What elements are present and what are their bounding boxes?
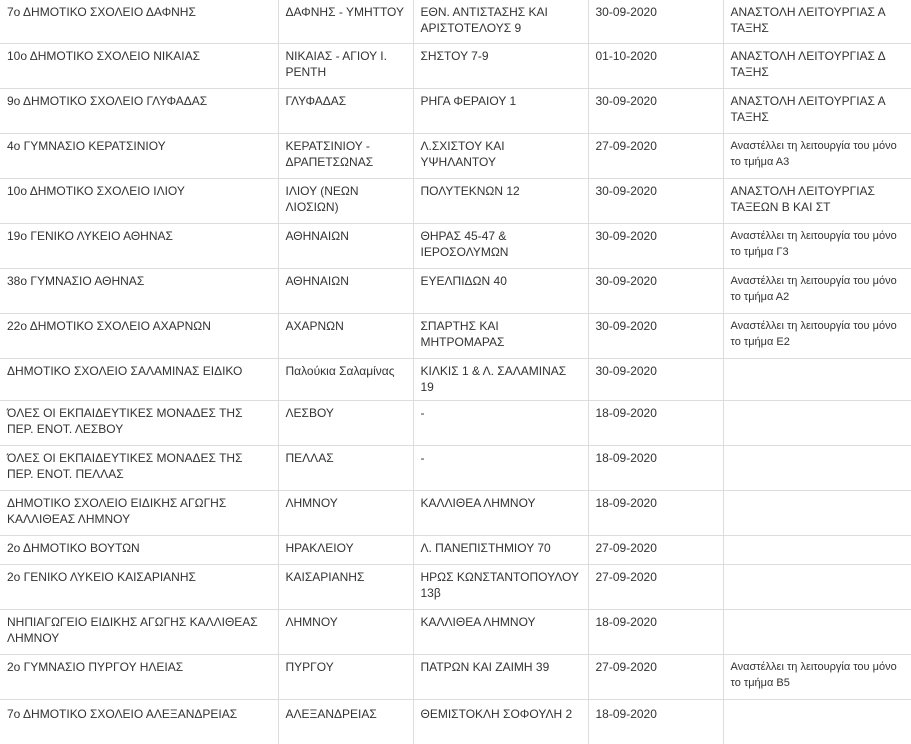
table-row	[0, 564, 911, 609]
address: ΠΟΛΥΤΕΚΝΩΝ 12	[413, 178, 588, 223]
school-name: 4ο ΓΥΜΝΑΣΙΟ ΚΕΡΑΤΣΙΝΙΟΥ	[0, 133, 278, 178]
school-name: ΝΗΠΙΑΓΩΓΕΙΟ ΕΙΔΙΚΗΣ ΑΓΩΓΗΣ ΚΑΛΛΙΘΕΑΣ ΛΗΜΝΟΥ	[0, 609, 278, 654]
address: ΕΘΝ. ΑΝΤΙΣΤΑΣΗΣ ΚΑΙ ΑΡΙΣΤΟΤΕΛΟΥΣ 9	[413, 0, 588, 43]
municipality: ΛΗΜΝΟΥ	[278, 609, 413, 654]
closure-note: ΑΝΑΣΤΟΛΗ ΛΕΙΤΟΥΡΓΙΑΣ Α ΤΑΞΗΣ	[723, 0, 911, 43]
table-row	[0, 0, 911, 43]
closure-date: 30-09-2020	[588, 178, 723, 223]
school-name: 2ο ΔΗΜΟΤΙΚΟ ΒΟΥΤΩΝ	[0, 535, 278, 564]
address: ΘΗΡΑΣ 45-47 & ΙΕΡΟΣΟΛΥΜΩΝ	[413, 223, 588, 268]
table-row	[0, 313, 911, 358]
closure-note	[723, 535, 911, 564]
table-row	[0, 445, 911, 490]
municipality: ΑΘΗΝΑΙΩΝ	[278, 268, 413, 313]
school-name: ΔΗΜΟΤΙΚΟ ΣΧΟΛΕΙΟ ΕΙΔΙΚΗΣ ΑΓΩΓΗΣ ΚΑΛΛΙΘΕΑΣ ΛΗΜΝΟΥ	[0, 490, 278, 535]
address: ΣΠΑΡΤΗΣ ΚΑΙ ΜΗΤΡΟΜΑΡΑΣ	[413, 313, 588, 358]
table-row	[0, 268, 911, 313]
school-name: 2ο ΓΥΜΝΑΣΙΟ ΠΥΡΓΟΥ ΗΛΕΙΑΣ	[0, 654, 278, 699]
closure-note	[723, 699, 911, 744]
table-row	[0, 43, 911, 88]
table-row	[0, 400, 911, 445]
closure-note: Αναστέλλει τη λειτουργία του μόνο το τμήμα Β5	[723, 654, 911, 699]
table-row	[0, 178, 911, 223]
municipality: ΙΛΙΟΥ (ΝΕΩΝ ΛΙΟΣΙΩΝ)	[278, 178, 413, 223]
closure-date: 18-09-2020	[588, 445, 723, 490]
municipality: ΝΙΚΑΙΑΣ - ΑΓΙΟΥ Ι. ΡΕΝΤΗ	[278, 43, 413, 88]
table-row	[0, 699, 911, 744]
table-row	[0, 654, 911, 699]
municipality: ΠΥΡΓΟΥ	[278, 654, 413, 699]
closure-date: 27-09-2020	[588, 535, 723, 564]
address: ΡΗΓΑ ΦΕΡΑΙΟΥ 1	[413, 88, 588, 133]
closure-date: 18-09-2020	[588, 609, 723, 654]
school-name: 2ο ΓΕΝΙΚΟ ΛΥΚΕΙΟ ΚΑΙΣΑΡΙΑΝΗΣ	[0, 564, 278, 609]
closure-note	[723, 490, 911, 535]
address: ΕΥΕΛΠΙΔΩΝ 40	[413, 268, 588, 313]
closure-note: Αναστέλλει τη λειτουργία του μόνο το τμήμα Ε2	[723, 313, 911, 358]
address: Λ. ΠΑΝΕΠΙΣΤΗΜΙΟΥ 70	[413, 535, 588, 564]
table-row	[0, 133, 911, 178]
municipality: ΓΛΥΦΑΔΑΣ	[278, 88, 413, 133]
municipality: ΚΑΙΣΑΡΙΑΝΗΣ	[278, 564, 413, 609]
closure-date: 18-09-2020	[588, 699, 723, 744]
closure-note	[723, 564, 911, 609]
address: ΘΕΜΙΣΤΟΚΛΗ ΣΟΦΟΥΛΗ 2	[413, 699, 588, 744]
closure-date: 27-09-2020	[588, 654, 723, 699]
closure-note: ΑΝΑΣΤΟΛΗ ΛΕΙΤΟΥΡΓΙΑΣ ΤΑΞΕΩΝ Β ΚΑΙ ΣΤ	[723, 178, 911, 223]
closure-date: 30-09-2020	[588, 358, 723, 400]
address: ΣΗΣΤΟΥ 7-9	[413, 43, 588, 88]
school-name: 38ο ΓΥΜΝΑΣΙΟ ΑΘΗΝΑΣ	[0, 268, 278, 313]
municipality: ΑΘΗΝΑΙΩΝ	[278, 223, 413, 268]
closure-note	[723, 445, 911, 490]
address: ΠΑΤΡΩΝ ΚΑΙ ΖΑΙΜΗ 39	[413, 654, 588, 699]
school-name: 7ο ΔΗΜΟΤΙΚΟ ΣΧΟΛΕΙΟ ΑΛΕΞΑΝΔΡΕΙΑΣ	[0, 699, 278, 744]
closure-note: Αναστέλλει τη λειτουργία του μόνο το τμήμα Γ3	[723, 223, 911, 268]
closure-date: 30-09-2020	[588, 268, 723, 313]
municipality: ΑΛΕΞΑΝΔΡΕΙΑΣ	[278, 699, 413, 744]
closure-date: 30-09-2020	[588, 0, 723, 43]
table-row	[0, 223, 911, 268]
municipality: ΗΡΑΚΛΕΙΟΥ	[278, 535, 413, 564]
closure-date: 27-09-2020	[588, 564, 723, 609]
address: ΚΙΛΚΙΣ 1 & Λ. ΣΑΛΑΜΙΝΑΣ 19	[413, 358, 588, 400]
closure-note	[723, 358, 911, 400]
closure-note: Αναστέλλει τη λειτουργία του μόνο το τμήμα Α2	[723, 268, 911, 313]
closure-date: 30-09-2020	[588, 313, 723, 358]
municipality: Παλούκια Σαλαμίνας	[278, 358, 413, 400]
closure-note: ΑΝΑΣΤΟΛΗ ΛΕΙΤΟΥΡΓΙΑΣ Δ ΤΑΞΗΣ	[723, 43, 911, 88]
table-row	[0, 358, 911, 400]
municipality: ΑΧΑΡΝΩΝ	[278, 313, 413, 358]
table-row	[0, 535, 911, 564]
closure-date: 01-10-2020	[588, 43, 723, 88]
closure-date: 18-09-2020	[588, 490, 723, 535]
municipality: ΠΕΛΛΑΣ	[278, 445, 413, 490]
school-name: 9ο ΔΗΜΟΤΙΚΟ ΣΧΟΛΕΙΟ ΓΛΥΦΑΔΑΣ	[0, 88, 278, 133]
school-name: 19ο ΓΕΝΙΚΟ ΛΥΚΕΙΟ ΑΘΗΝΑΣ	[0, 223, 278, 268]
closure-note: Αναστέλλει τη λειτουργία του μόνο το τμήμα Α3	[723, 133, 911, 178]
address: -	[413, 445, 588, 490]
closure-note	[723, 609, 911, 654]
address: Λ.ΣΧΙΣΤΟΥ ΚΑΙ ΥΨΗΛΑΝΤΟΥ	[413, 133, 588, 178]
address: ΚΑΛΛΙΘΕΑ ΛΗΜΝΟΥ	[413, 490, 588, 535]
municipality: ΛΕΣΒΟΥ	[278, 400, 413, 445]
school-name: 10ο ΔΗΜΟΤΙΚΟ ΣΧΟΛΕΙΟ ΝΙΚΑΙΑΣ	[0, 43, 278, 88]
table-row	[0, 88, 911, 133]
municipality: ΚΕΡΑΤΣΙΝΙΟΥ - ΔΡΑΠΕΤΣΩΝΑΣ	[278, 133, 413, 178]
closure-date: 30-09-2020	[588, 223, 723, 268]
table-row	[0, 609, 911, 654]
address: ΚΑΛΛΙΘΕΑ ΛΗΜΝΟΥ	[413, 609, 588, 654]
school-name: ΌΛΕΣ ΟΙ ΕΚΠΑΙΔΕΥΤΙΚΕΣ ΜΟΝΑΔΕΣ ΤΗΣ ΠΕΡ. ΕΝΟΤ. ΠΕΛΛΑΣ	[0, 445, 278, 490]
school-name: ΔΗΜΟΤΙΚΟ ΣΧΟΛΕΙΟ ΣΑΛΑΜΙΝΑΣ ΕΙΔΙΚΟ	[0, 358, 278, 400]
closure-date: 18-09-2020	[588, 400, 723, 445]
school-name: 10ο ΔΗΜΟΤΙΚΟ ΣΧΟΛΕΙΟ ΙΛΙΟΥ	[0, 178, 278, 223]
closure-date: 30-09-2020	[588, 88, 723, 133]
closure-note: ΑΝΑΣΤΟΛΗ ΛΕΙΤΟΥΡΓΙΑΣ Α ΤΑΞΗΣ	[723, 88, 911, 133]
school-name: 7ο ΔΗΜΟΤΙΚΟ ΣΧΟΛΕΙΟ ΔΑΦΝΗΣ	[7, 5, 196, 19]
table-row	[0, 490, 911, 535]
municipality: ΛΗΜΝΟΥ	[278, 490, 413, 535]
municipality: ΔΑΦΝΗΣ - ΥΜΗΤΤΟΥ	[278, 0, 413, 43]
closure-date: 27-09-2020	[588, 133, 723, 178]
school-name: ΌΛΕΣ ΟΙ ΕΚΠΑΙΔΕΥΤΙΚΕΣ ΜΟΝΑΔΕΣ ΤΗΣ ΠΕΡ. ΕΝΟΤ. ΛΕΣΒΟΥ	[0, 400, 278, 445]
address: -	[413, 400, 588, 445]
closure-note	[723, 400, 911, 445]
school-name: 22ο ΔΗΜΟΤΙΚΟ ΣΧΟΛΕΙΟ ΑΧΑΡΝΩΝ	[0, 313, 278, 358]
address: ΗΡΩΣ ΚΩΝΣΤΑΝΤΟΠΟΥΛΟΥ 13β	[413, 564, 588, 609]
